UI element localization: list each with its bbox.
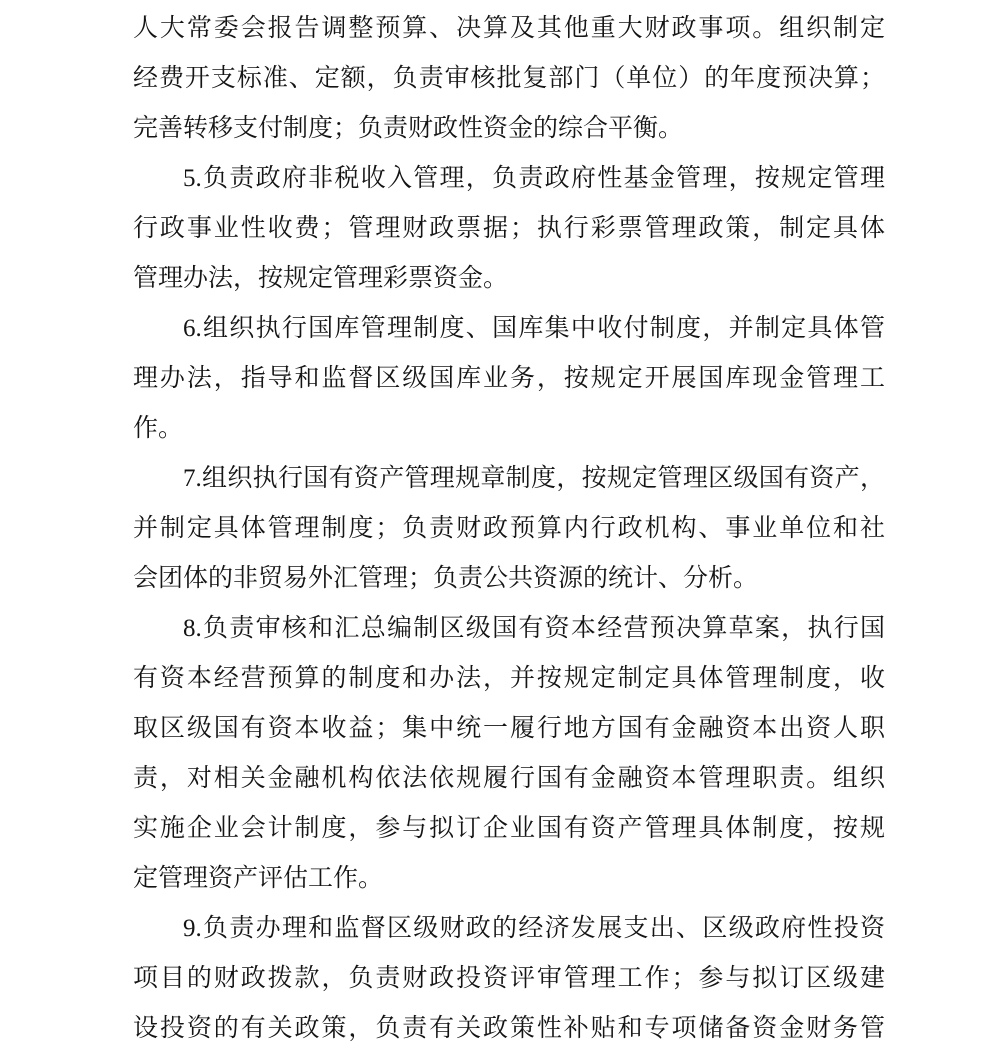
text-line: 管理办法，按规定管理彩票资金。	[133, 265, 509, 292]
text-line: 理办法，指导和监督区级国库业务，按规定开展国库现金管理工	[133, 365, 885, 392]
text-line: 5.负责政府非税收入管理，负责政府性基金管理，按规定管理	[183, 165, 885, 192]
text-line: 项目的财政拨款，负责财政投资评审管理工作；参与拟订区级建	[133, 965, 885, 992]
text-line: 6.组织执行国库管理制度、国库集中收付制度，并制定具体管	[183, 315, 885, 342]
text-line: 经费开支标准、定额，负责审核批复部门（单位）的年度预决算；	[133, 65, 885, 92]
document-text-block	[133, 4, 885, 1053]
text-line: 定管理资产评估工作。	[133, 865, 384, 892]
text-line: 设投资的有关政策，负责有关政策性补贴和专项储备资金财务管	[133, 1015, 885, 1042]
text-line: 并制定具体管理制度；负责财政预算内行政机构、事业单位和社	[133, 515, 885, 542]
text-line: 作。	[133, 415, 184, 442]
text-line: 完善转移支付制度；负责财政性资金的综合平衡。	[133, 115, 684, 142]
text-line: 9.负责办理和监督区级财政的经济发展支出、区级政府性投资	[183, 915, 885, 942]
text-line: 行政事业性收费；管理财政票据；执行彩票管理政策，制定具体	[133, 215, 885, 242]
text-line: 7.组织执行国有资产管理规章制度，按规定管理区级国有资产，	[183, 465, 885, 492]
text-line: 责，对相关金融机构依法依规履行国有金融资本管理职责。组织	[133, 765, 885, 792]
text-line: 人大常委会报告调整预算、决算及其他重大财政事项。组织制定	[133, 15, 885, 42]
text-line: 8.负责审核和汇总编制区级国有资本经营预决算草案，执行国	[183, 615, 885, 642]
text-line: 取区级国有资本收益；集中统一履行地方国有金融资本出资人职	[133, 715, 885, 742]
text-line: 会团体的非贸易外汇管理；负责公共资源的统计、分析。	[133, 565, 759, 592]
text-line: 实施企业会计制度，参与拟订企业国有资产管理具体制度，按规	[133, 815, 885, 842]
text-line: 有资本经营预算的制度和办法，并按规定制定具体管理制度，收	[133, 665, 885, 692]
